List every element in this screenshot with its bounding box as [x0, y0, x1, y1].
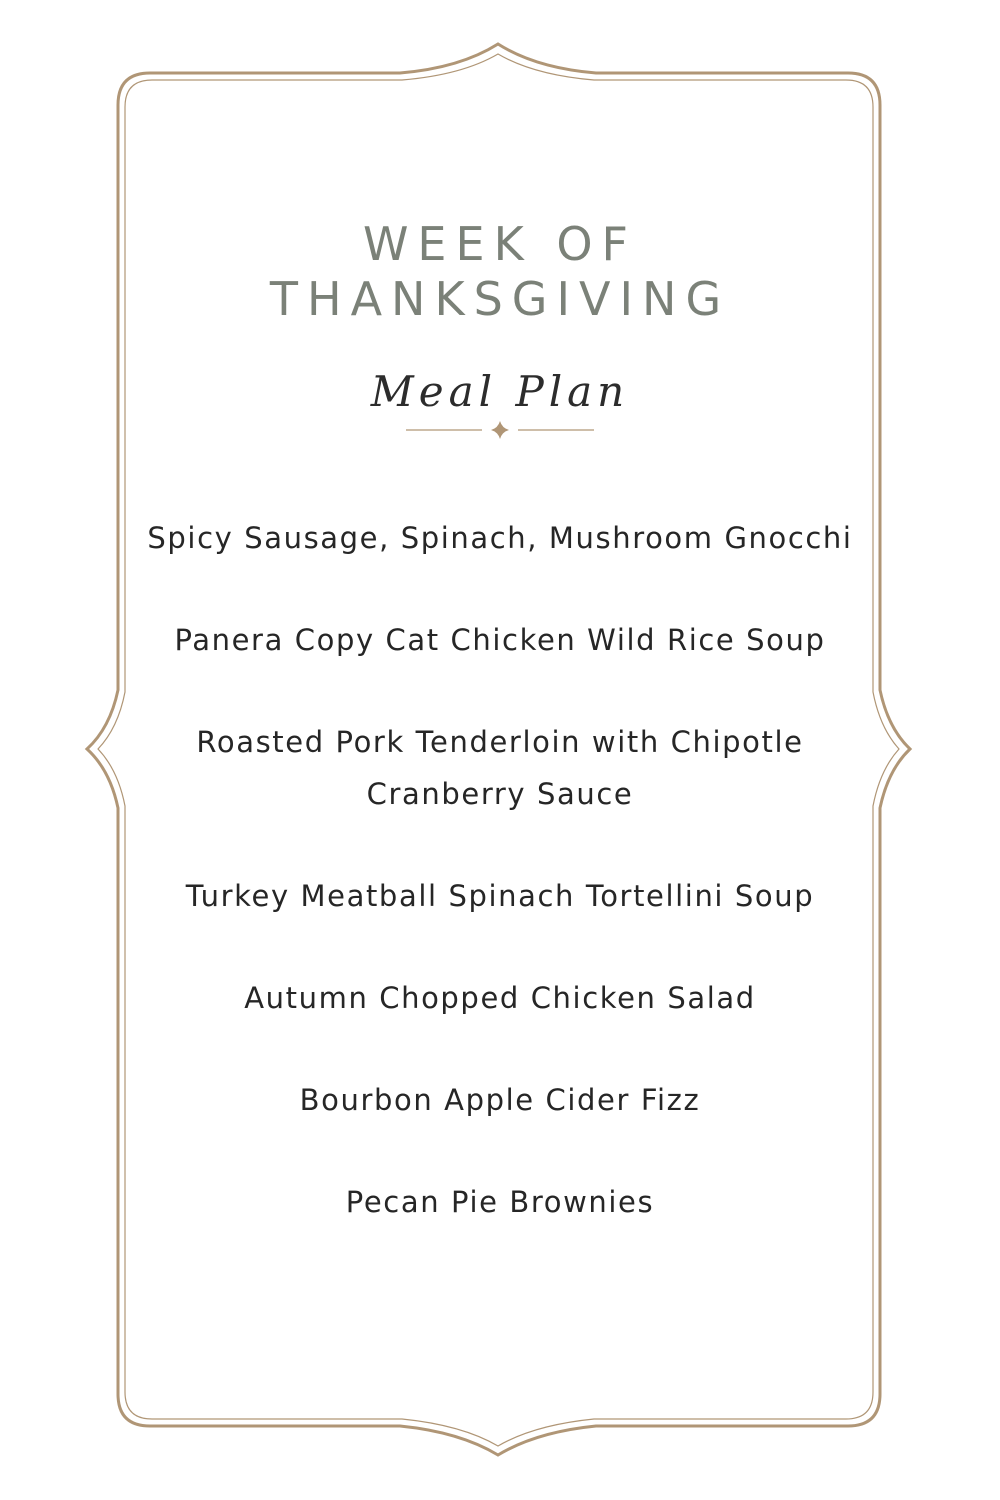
list-item: Spicy Sausage, Spinach, Mushroom Gnocchi — [147, 521, 853, 555]
subtitle: Meal Plan — [370, 367, 630, 416]
meal-list — [130, 512, 870, 1278]
list-item: Roasted Pork Tenderloin with Chipotle Cranberry Sauce — [196, 725, 804, 811]
title-line-2: THANKSGIVING — [269, 272, 731, 326]
sparkle-divider-icon — [400, 418, 600, 442]
list-item: Panera Copy Cat Chicken Wild Rice Soup — [174, 623, 826, 657]
list-item: Bourbon Apple Cider Fizz — [299, 1083, 701, 1117]
list-item: Turkey Meatball Spinach Tortellini Soup — [185, 879, 815, 913]
list-item: Autumn Chopped Chicken Salad — [244, 981, 756, 1015]
title-line-1: WEEK OF — [362, 217, 638, 271]
list-item: Pecan Pie Brownies — [345, 1185, 655, 1219]
